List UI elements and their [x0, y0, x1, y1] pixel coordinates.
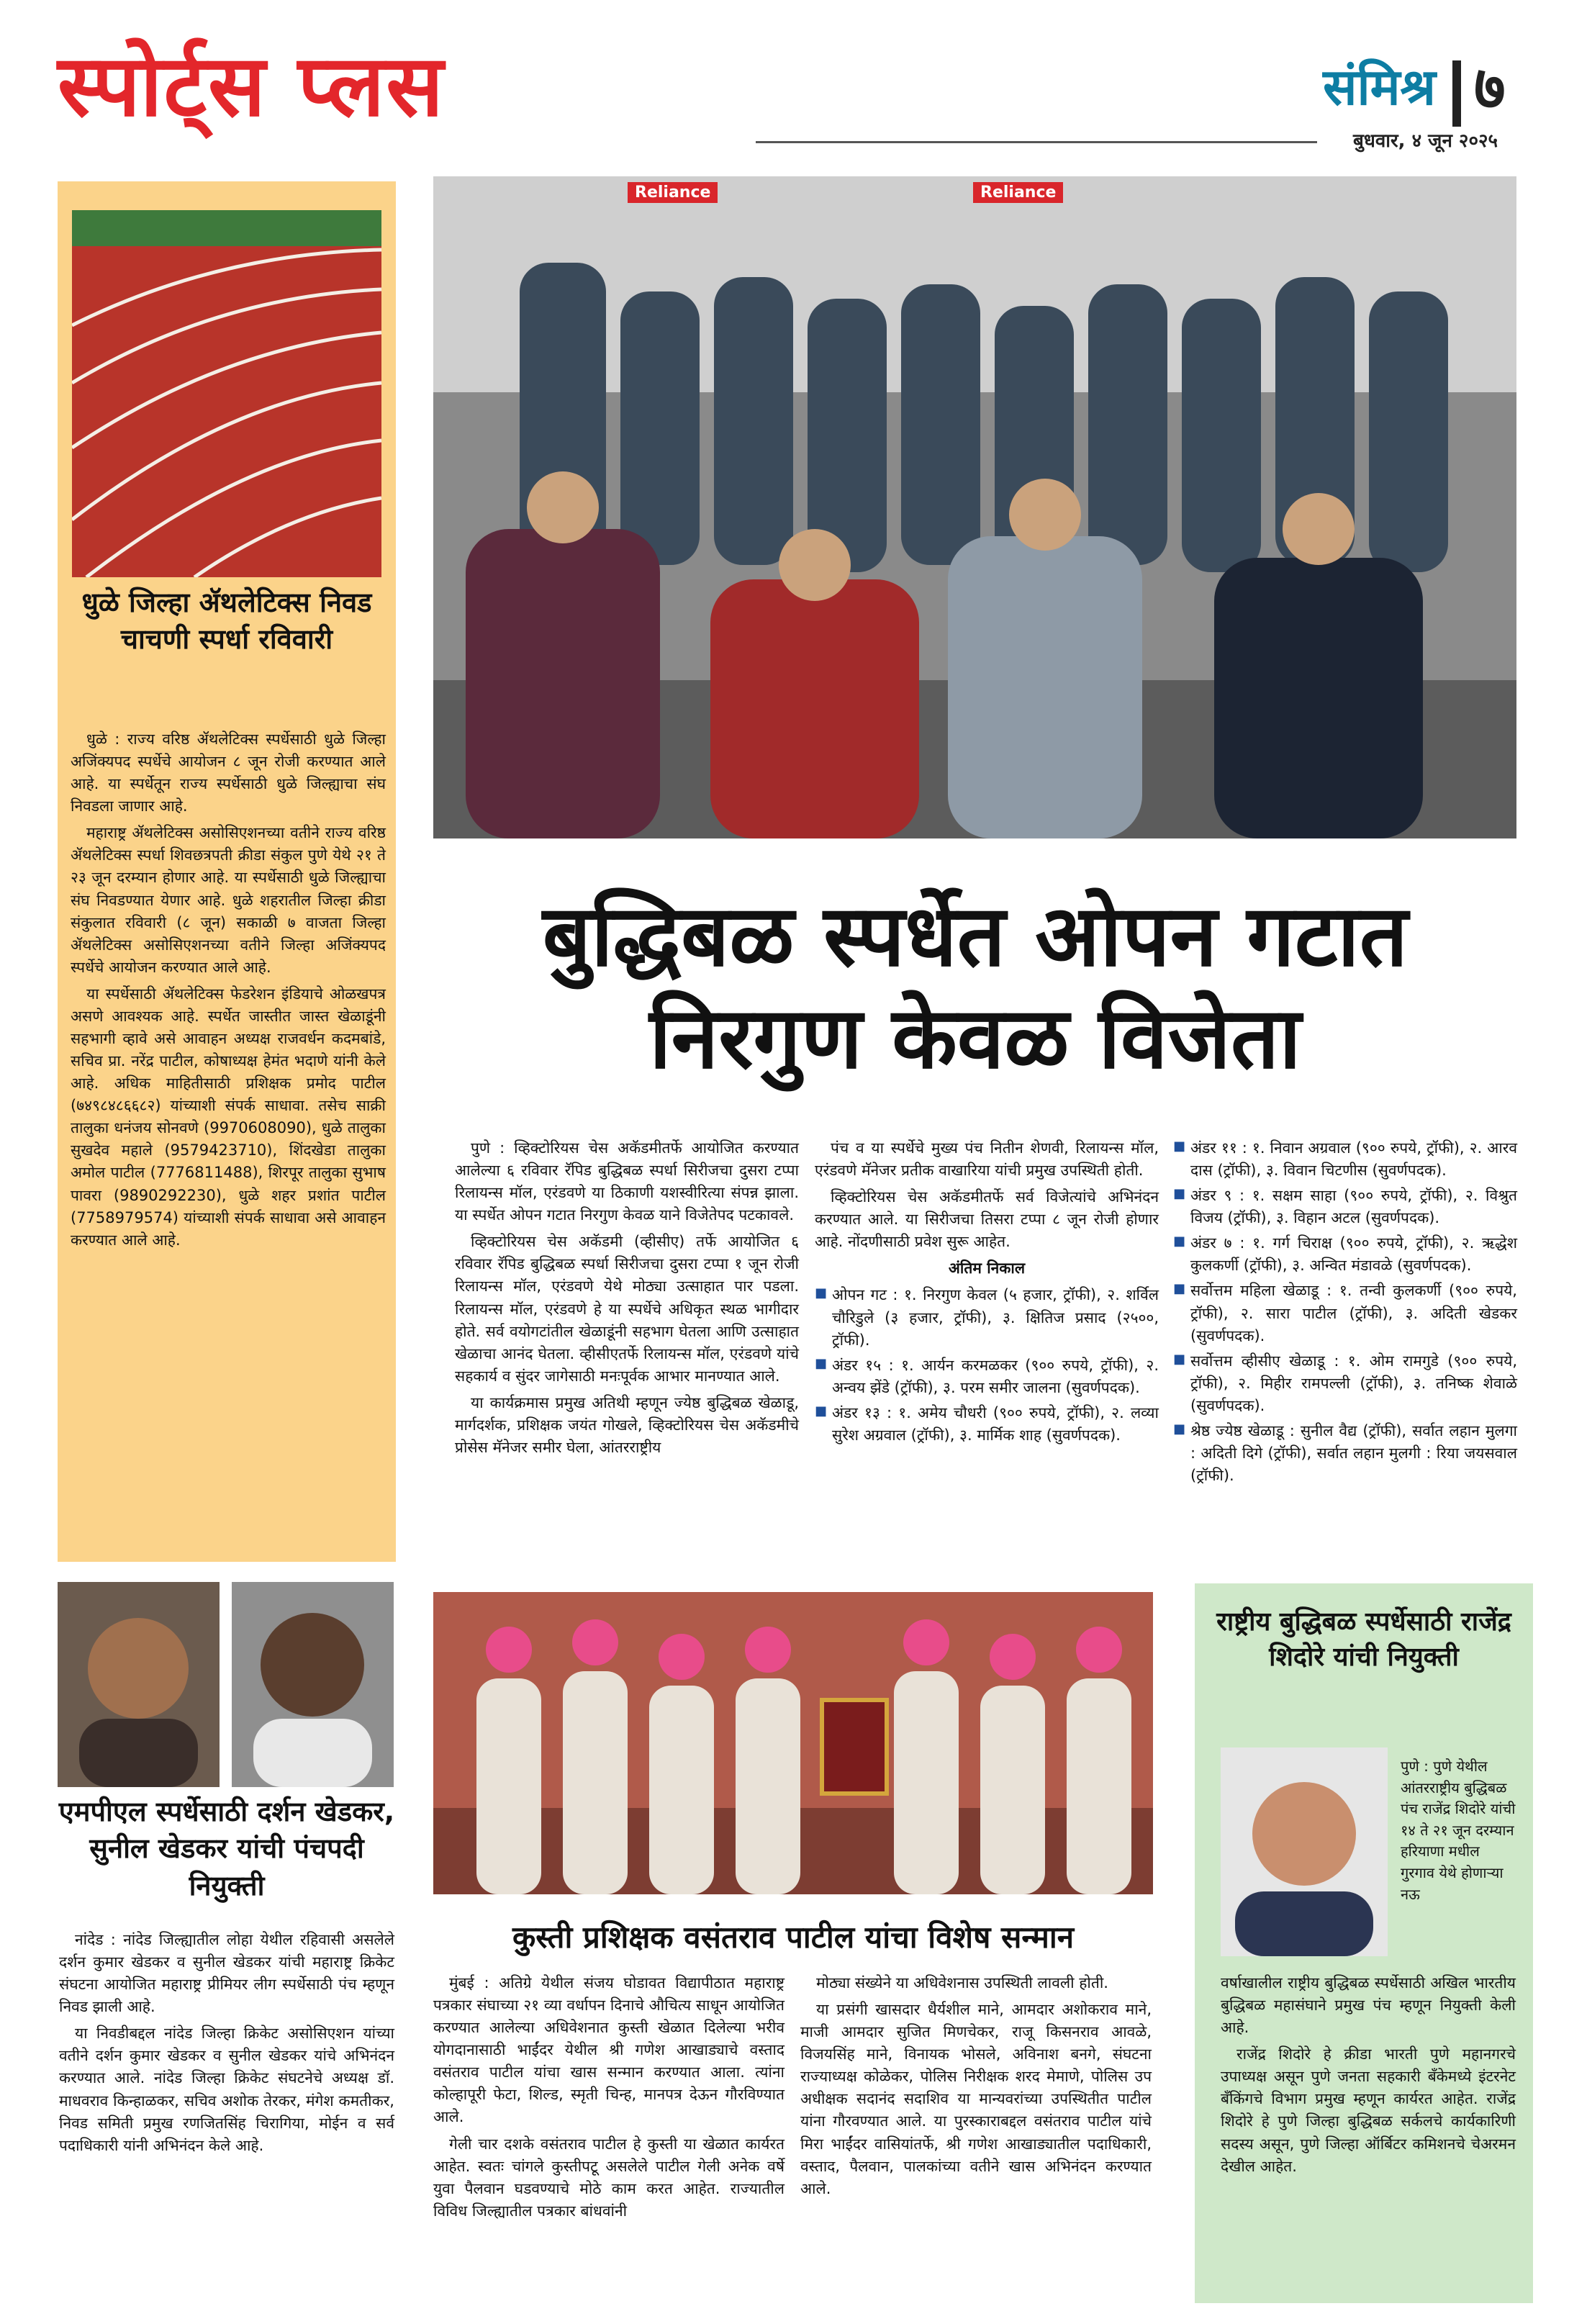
wrestling-paragraph: या प्रसंगी खासदार धैर्यशील माने, आमदार अशोकराव माने, माजी आमदार सुजित मिणचेकर, राजू किसनराव आवळे, विजयसिंह माने, विनायक भोसले, अविनाश बनगे, संघटना राज्याध्यक्ष कोळेकर, पोलिस निरीक्षक शरद मेमाणे, पोलिस उप अधीक्षक सदानंद सदाशिव या मान्यवरांच्या उपस्थितीत पाटील यांना गौरवण्यात आले. या पुरस्काराबद्दल वसंतराव पाटील यांचे मिरा भाईंदर वासियांतर्फे, श्री गणेश आखाड्यातील पदाधिकारी, वस्ताद, पैलवान, पालकांच्या वतीने खास अभिनंदन करण्यात आले. — [800, 2001, 1152, 2197]
result-item: ■ सर्वोत्तम व्हीसीए खेळाडू : १. ओम रामगुडे (९०० रुपये, ट्रॉफी), २. मिहीर रामपल्ली (ट्रॉफी), ३. तनिष्क शेवाळे (सुवर्णपदक). — [1173, 1350, 1517, 1417]
section-name: संमिश्र — [1323, 58, 1436, 117]
shidore-body — [1221, 1972, 1516, 2182]
mpl-paragraph: नांदेड : नांदेड जिल्ह्यातील लोहा येथील रहिवासी असलेले दर्शन कुमार खेडकर व सुनील खेडकर यांची महाराष्ट्र क्रिकेट संघटना आयोजित महाराष्ट्र प्रीमियर लीग स्पर्धेसाठी पंच म्हणून निवड झाली आहे. — [59, 1931, 394, 2016]
result-item: ■ अंडर ९ : १. सक्षम साहा (९०० रुपये, ट्रॉफी), २. विश्रुत विजय (ट्रॉफी), ३. विहान अटल (सुवर्णपदक). — [1173, 1185, 1517, 1229]
athletics-paragraph: धुळे : राज्य वरिष्ठ ॲथलेटिक्स स्पर्धेसाठी धुळे जिल्हा अजिंक्यपद स्पर्धेचे आयोजन ८ जून रोजी करण्यात आले आहे. या स्पर्धेतून राज्य स्पर्धेसाठी धुळे जिल्ह्याचा संघ निवडला जाणार आहे. — [71, 731, 386, 815]
wrestling-paragraph: गेली चार दशके वसंतराव पाटील हे कुस्ती या खेळात कार्यरत आहेत. स्वतः चांगले कुस्तीपटू असलेले पाटील गेली अनेक वर्षे युवा पैलवान घडवण्याचे मोठे काम करत आहेत. राज्यातील विविध जिल्ह्यातील पत्रकार बांधवांनी — [433, 2135, 785, 2220]
result-item: ■ अंडर १५ : १. आर्यन करमळकर (९०० रुपये, ट्रॉफी), २. अन्वय झेंडे (ट्रॉफी), ३. परम समीर जालना (सुवर्णपदक). — [815, 1355, 1159, 1399]
mpl-paragraph: या निवडीबद्दल नांदेड जिल्हा क्रिकेट असोसिएशन यांच्या वतीने दर्शन कुमार खेडकर व सुनील खेडकर यांचे अभिनंदन करण्यात आले. नांदेड जिल्हा क्रिकेट संघटनेचे अध्यक्ष डॉ. माधवराव किन्हाळकर, सचिव अशोक तेरकर, मंगेश कमतीकर, निवड समिती प्रमुख रणजितसिंह चिरागिया, मोईन व सर्व पदाधिकारी यांनी अभिनंदन केले आहे. — [59, 2025, 394, 2154]
result-item: ■ श्रेष्ठ ज्येष्ठ खेळाडू : सुनील वैद्य (ट्रॉफी), सर्वात लहान मुलगा : अदिती दिगे (ट्रॉफी), सर्वात लहान मुलगी : रिया जयसवाल (ट्रॉफी). — [1173, 1420, 1517, 1487]
portrait-sunil-khedkar — [232, 1582, 394, 1787]
athletics-sidebar — [58, 181, 396, 1562]
chess-group-photo — [433, 176, 1516, 838]
chess-story-col1 — [455, 1137, 799, 1463]
result-item: ■ अंडर १३ : १. अमेय चौधरी (९०० रुपये, ट्रॉफी), २. लव्या सुरेश अग्रवाल (ट्रॉफी), ३. मार्मिक शाह (सुवर्णपदक). — [815, 1402, 1159, 1447]
wrestling-felicitation-photo — [433, 1592, 1153, 1894]
chess-paragraph: पुणे : व्हिक्टोरियस चेस अकॅडमीतर्फे आयोजित करण्यात आलेल्या ६ रविवार रॅपिड बुद्धिबळ स्पर्धा सिरीजचा दुसरा टप्पा रिलायन्स मॉल, एरंडवणे या ठिकाणी यशस्वीरित्या संपन्न झाला. या स्पर्धेत ओपन गटात निरगुण केवळ याने विजेतेपद पटकावले. — [455, 1139, 799, 1224]
page-number: ७ — [1474, 53, 1506, 123]
dateline: बुधवार, ४ जून २०२५ — [1353, 130, 1498, 152]
athletics-headline: धुळे जिल्हा ॲथलेटिक्स निवड चाचणी स्पर्धा रविवारी — [81, 587, 372, 656]
shidore-paragraph: वर्षाखालील राष्ट्रीय बुद्धिबळ स्पर्धेसाठी अखिल भारतीय बुद्धिबळ महासंघाने प्रमुख पंच म्हणून नियुक्ती केली आहे. — [1221, 1974, 1516, 2037]
athletics-body — [71, 728, 386, 1256]
chess-paragraph: व्हिक्टोरियस चेस अकॅडमीतर्फे सर्व विजेत्यांचे अभिनंदन करण्यात आले. या सिरीजचा तिसरा टप्पा ८ जून रोजी होणार आहे. नोंदणीसाठी प्रवेश सुरू आहेत. — [815, 1188, 1159, 1251]
shidore-wrap-text: पुणे : पुणे येथील आंतरराष्ट्रीय बुद्धिबळ पंच राजेंद्र शिदोरे यांची १४ ते २१ जून दरम्यान हरियाणा मधील गुरगाव येथे होणाऱ्या नऊ — [1401, 1758, 1516, 1903]
shidore-headline: राष्ट्रीय बुद्धिबळ स्पर्धेसाठी राजेंद्र शिदोरे यांची नियुक्ती — [1216, 1607, 1511, 1672]
wrestling-col1 — [433, 1972, 785, 2227]
wrestling-col2 — [800, 1972, 1152, 2205]
result-item: ■ ओपन गट : १. निरगुण केवल (५ हजार, ट्रॉफी), २. शर्विल चौरिडुले (३ हजार, ट्रॉफी), ३. क्षितिज प्रसाद (२५००, ट्रॉफी). — [815, 1284, 1159, 1351]
portrait-darshan-khedkar — [58, 1582, 220, 1787]
reliance-banner-left: Reliance — [628, 182, 718, 203]
portrait-rajendra-shidore — [1221, 1747, 1388, 1956]
masthead-title: स्पोर्ट्स प्लस — [58, 36, 446, 135]
chess-story-col2 — [815, 1137, 1159, 1450]
chess-story-col3 — [1173, 1137, 1517, 1490]
header-rule — [756, 141, 1317, 143]
results-list — [1173, 1137, 1517, 1487]
wrestling-paragraph: मुंबई : अतिग्रे येथील संजय घोडावत विद्यापीठात महाराष्ट्र पत्रकार संघाच्या २१ व्या वर्धापन दिनाचे औचित्य साधून आयोजित करण्यात आलेल्या अधिवेशनात कुस्ती खेळात दिलेल्या भरीव योगदानासाठी भाईंदर येथील श्री गणेश आखाड्याचे वस्ताद वसंतराव पाटील यांचा खास सन्मान करण्यात आला. त्यांना कोल्हापूरी फेटा, शिल्ड, स्मृती चिन्ह, मानपत्र देऊन गौरविण्यात आले. — [433, 1974, 785, 2126]
main-headline: बुद्धिबळ स्पर्धेत ओपन गटात निरगुण केवळ विजेता — [542, 886, 1409, 1088]
chess-paragraph: व्हिक्टोरियस चेस अकॅडमी (व्हीसीए) तर्फे आयोजित ६ रविवार रॅपिड बुद्धिबळ स्पर्धा सिरीजचा दुसरा टप्पा १ जून रोजी रिलायन्स मॉल, एरंडवणे येथे मोठ्या उत्साहात पार पडला. रिलायन्स मॉल, एरंडवणे हे या स्पर्धेचे अधिकृत स्थळ भागीदार होते. सर्व वयोगटांतील खेळाडूंनी सहभाग घेतला आणि उत्साहात खेळाचा आनंद घेतला. व्हीसीएतर्फे रिलायन्स मॉल, एरंडवणे यांचे सहकार्य व सुंदर जागेसाठी मनःपूर्वक आभार मानण्यात आले. — [455, 1233, 799, 1385]
athletics-paragraph: या स्पर्धेसाठी ॲथलेटिक्स फेडरेशन इंडियाचे ओळखपत्र असणे आवश्यक आहे. स्पर्धेत जास्तीत जास्त खेळाडूंनी सहभागी व्हावे असे आवाहन अध्यक्ष राजवर्धन कदमबांडे, सचिव प्रा. नरेंद्र पाटील, कोषाध्यक्ष हेमंत भदाणे यांनी केले आहे. अधिक माहितीसाठी प्रशिक्षक प्रमोद पाटील (७४९८४८६६८२) यांच्याशी संपर्क साधावा. तसेच साक्री तालुका धनंजय सोनवणे (9970608090), धुळे तालुका सुखदेव महाले (9579423710), शिंदखेडा तालुका अमोल पाटील (7776811488), शिरपूर तालुका सुभाष पावरा (9890292230), धुळे शहर प्रशांत पाटील (7758979574) यांच्याशी संपर्क साधावा असे आवाहन करण्यात आले आहे. — [71, 985, 386, 1249]
athletics-paragraph: महाराष्ट्र ॲथलेटिक्स असोसिएशनच्या वतीने राज्य वरिष्ठ ॲथलेटिक्स स्पर्धा शिवछत्रपती क्रीडा संकुल पुणे येथे २१ ते २३ जून दरम्यान होणार आहे. या स्पर्धेसाठी धुळे जिल्ह्याचा संघ निवडण्यात येणार आहे. धुळे शहरातील जिल्हा क्रीडा संकुलात रविवारी (८ जून) सकाळी ७ वाजता जिल्हा ॲथलेटिक्स असोसिएशनच्या वतीने जिल्हा अजिंक्यपद स्पर्धेचे आयोजन करण्यात आले आहे. — [71, 824, 386, 976]
results-list — [815, 1284, 1159, 1447]
chess-paragraph: या कार्यक्रमास प्रमुख अतिथी म्हणून ज्येष्ठ बुद्धिबळ खेळाडू, मार्गदर्शक, प्रशिक्षक जयंत गोखले, व्हिक्टोरियस चेस अकॅडमीचे प्रोसेस मॅनेजर समीर घेला, आंतरराष्ट्रीय — [455, 1393, 799, 1457]
result-item: ■ अंडर ७ : १. गर्ग चिराक्ष (९०० रुपये, ट्रॉफी), २. ऋद्धेश कुलकर्णी (ट्रॉफी), ३. अन्वित मंडावळे (सुवर्णपदक). — [1173, 1232, 1517, 1277]
wrestling-paragraph: मोठ्या संख्येने या अधिवेशनास उपस्थिती लावली होती. — [816, 1974, 1108, 1991]
reliance-banner-right: Reliance — [973, 182, 1063, 203]
mpl-body — [59, 1929, 394, 2161]
result-item: ■ सर्वोत्तम महिला खेळाडू : १. तन्वी कुलकर्णी (९०० रुपये, ट्रॉफी), २. सारा पाटील (ट्रॉफी), ३. अदिती खेडकर (सुवर्णपदक). — [1173, 1280, 1517, 1347]
running-track-photo — [72, 210, 381, 577]
header-divider — [1452, 60, 1461, 127]
result-item: ■ अंडर ११ : १. निवान अग्रवाल (९०० रुपये, ट्रॉफी), २. आरव दास (ट्रॉफी), ३. विवान चिटणीस (सुवर्णपदक). — [1173, 1137, 1517, 1182]
shidore-sidebar — [1195, 1583, 1533, 2303]
shidore-paragraph: राजेंद्र शिदोरे हे क्रीडा भारती पुणे महानगरचे उपाध्यक्ष असून पुणे जनता सहकारी बँकेमध्ये इंटरनेट बँकिंगचे विभाग प्रमुख म्हणून कार्यरत आहेत. राजेंद्र शिदोरे हे पुणे जिल्हा बुद्धिबळ सर्कलचे कार्यकारिणी सदस्य असून, पुणे जिल्हा ऑर्बिटर कमिशनचे चेअरमन देखील आहेत. — [1221, 2045, 1516, 2175]
mpl-headline: एमपीएल स्पर्धेसाठी दर्शन खेडकर, सुनील खेडकर यांची पंचपदी नियुक्ती — [58, 1796, 395, 1902]
results-title: अंतिम निकाल — [948, 1260, 1026, 1278]
chess-paragraph: पंच व या स्पर्धेचे मुख्य पंच नितीन शेणवी, रिलायन्स मॉल, एरंडवणे मॅनेजर प्रतीक वाखारिया यांची प्रमुख उपस्थिती होती. — [815, 1139, 1159, 1180]
wrestling-headline: कुस्ती प्रशिक्षक वसंतराव पाटील यांचा विशेष सन्मान — [512, 1920, 1075, 1955]
